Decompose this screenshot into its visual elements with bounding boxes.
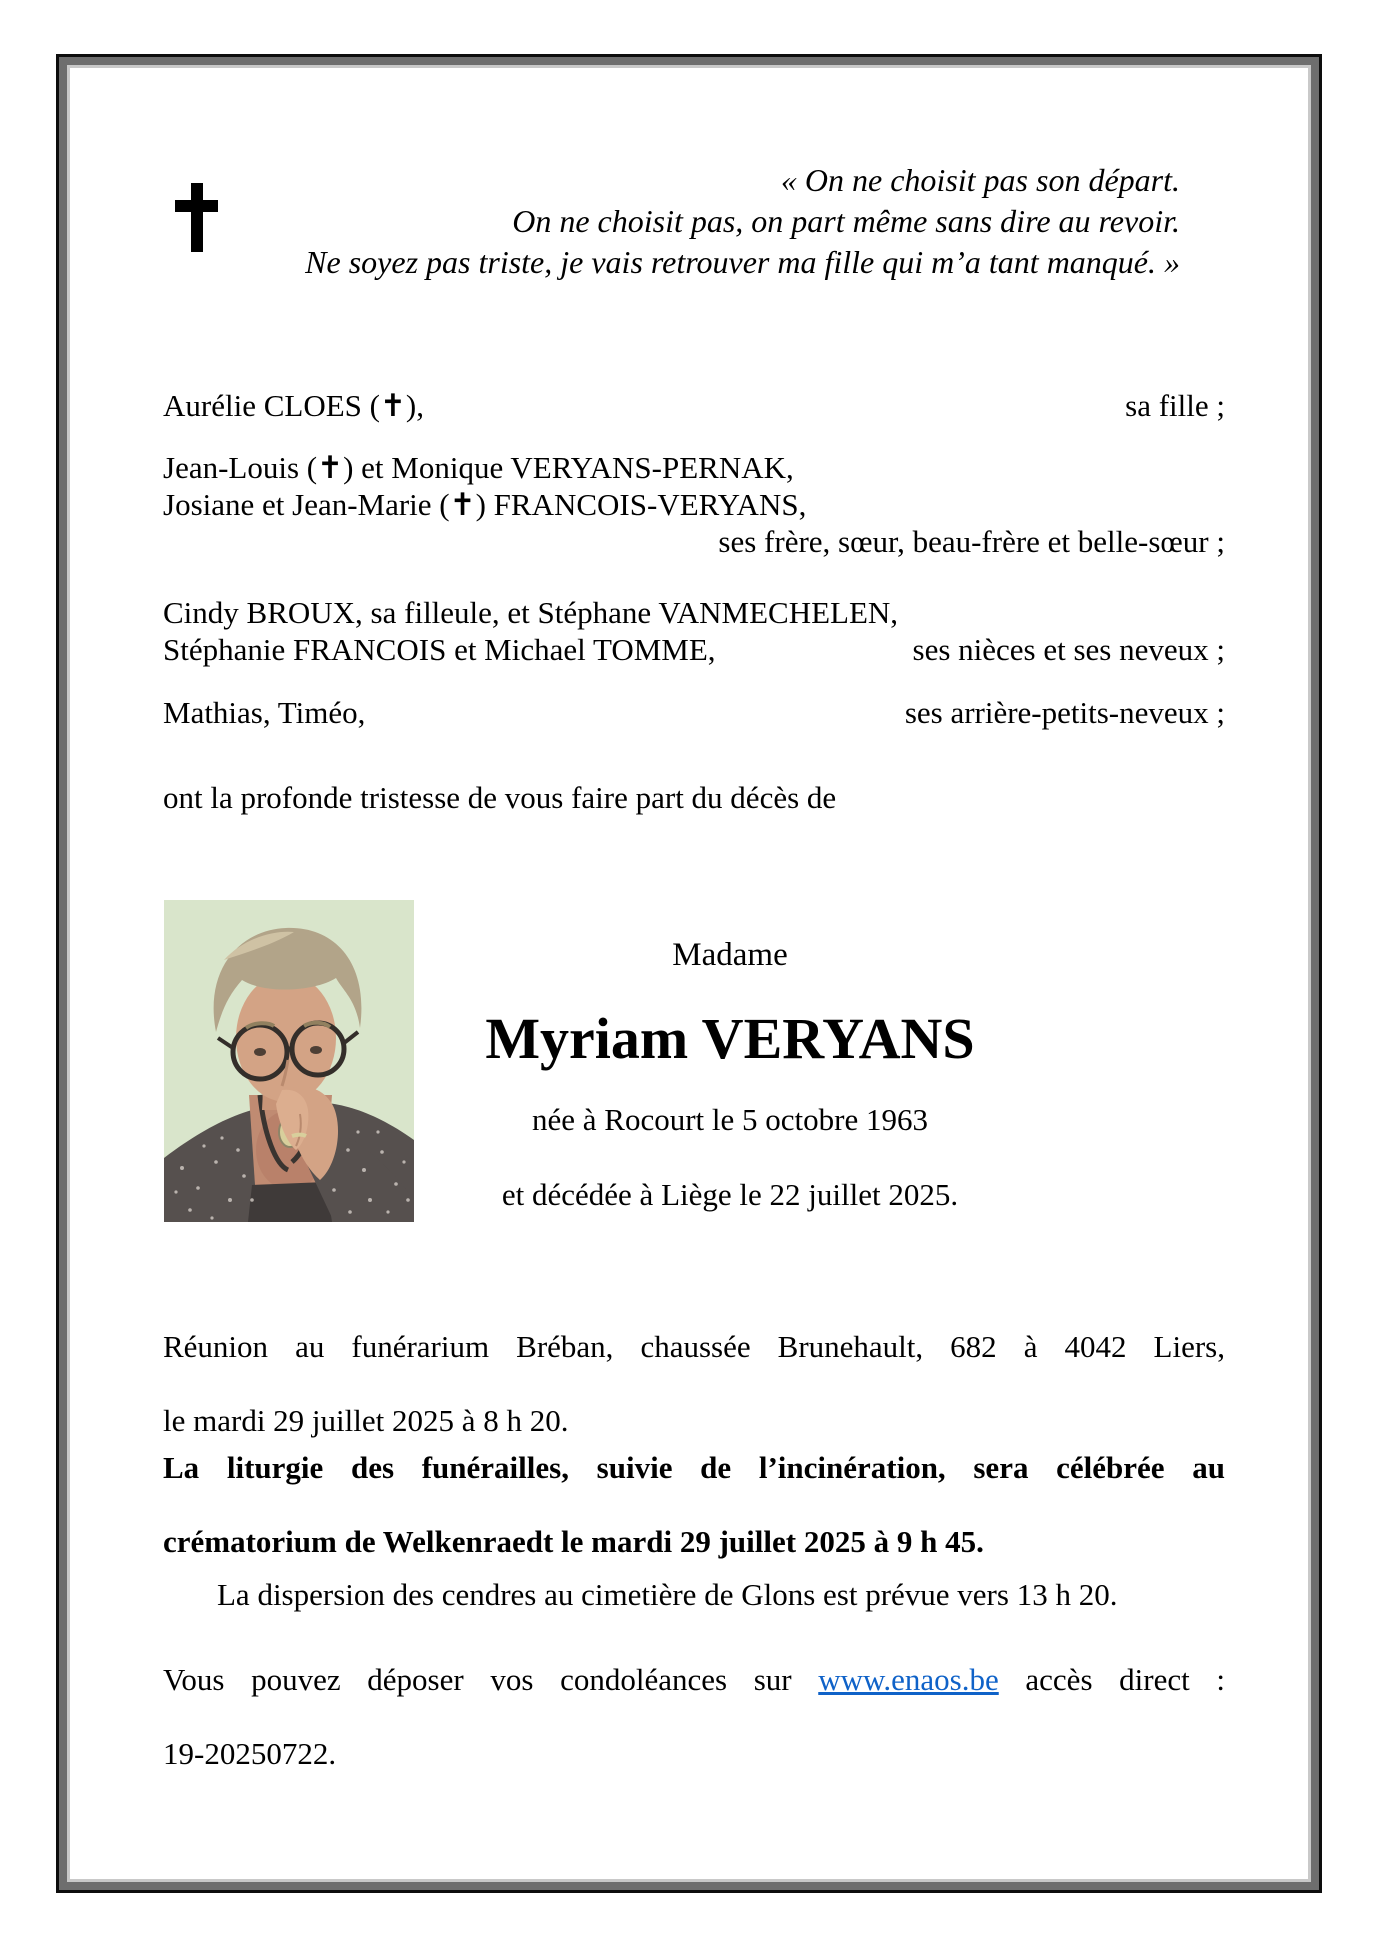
ashes-dispersion-line: La dispersion des cendres au cimetière de Glons est prévue vers 13 h 20.: [217, 1577, 1118, 1612]
reunion-paragraph: [163, 1328, 1225, 1439]
condolences-text-before: Vous pouvez déposer vos condoléances sur: [163, 1662, 792, 1697]
condolences-paragraph: [163, 1661, 1225, 1772]
grandnephews-names: Mathias, Timéo,: [163, 695, 366, 730]
sibling-couple-1: Jean-Louis (✝) et Monique VERYANS-PERNAK,: [163, 450, 794, 485]
enaos-link[interactable]: www.enaos.be: [818, 1662, 999, 1697]
announcement-intro: ont la profonde tristesse de vous faire part du décès de: [163, 780, 837, 815]
liturgy-line-2: crématorium de Welkenraedt le mardi 29 juillet 2025 à 9 h 45.: [163, 1524, 984, 1559]
condolences-line-1: [163, 1661, 1225, 1735]
nieces-names-2: [163, 631, 1225, 668]
nieces-names-1: Cindy BROUX, sa filleule, et Stéphane VANMECHELEN,: [163, 595, 899, 630]
siblings-relation: ses frère, sœur, beau-frère et belle-sœur ;: [718, 524, 1225, 559]
daughter-name: Aurélie CLOES (✝),: [163, 388, 425, 423]
sibling-couple-2: Josiane et Jean-Marie (✝) FRANCOIS-VERYANS,: [163, 487, 807, 522]
quote-line-2: On ne choisit pas, on part même sans dire au revoir.: [512, 203, 1180, 239]
deceased-title: Madame: [672, 937, 788, 973]
reunion-line-2: le mardi 29 juillet 2025 à 8 h 20.: [163, 1403, 569, 1438]
death-line: et décédée à Liège le 22 juillet 2025.: [501, 1177, 959, 1212]
condolences-text-after: accès direct :: [1025, 1662, 1225, 1697]
latin-cross-icon: [175, 183, 218, 252]
nieces-names-2-left: Stéphanie FRANCOIS et Michael TOMME,: [163, 632, 716, 667]
family-block-nieces: [163, 594, 1225, 668]
quote-line-3: Ne soyez pas triste, je vais retrouver ma fille qui m’a tant manqué. »: [305, 244, 1180, 280]
reunion-line-1: Réunion au funérarium Bréban, chaussée Brunehault, 682 à 4042 Liers,: [163, 1329, 1225, 1364]
grandnephews-relation: ses arrière-petits-neveux ;: [904, 695, 1225, 730]
deceased-name: Myriam VERYANS: [485, 1006, 975, 1071]
family-line-daughter: [163, 387, 1225, 424]
liturgy-paragraph: [163, 1449, 1225, 1560]
family-line-grandnephews: [163, 694, 1225, 731]
liturgy-line-1: La liturgie des funérailles, suivie de l’incinération, sera célébrée au: [163, 1450, 1225, 1485]
family-block-siblings: [163, 449, 1225, 560]
quote-line-1: « On ne choisit pas son départ.: [780, 162, 1180, 198]
birth-line: née à Rocourt le 5 octobre 1963: [532, 1102, 928, 1137]
nieces-relation: ses nièces et ses neveux ;: [912, 632, 1225, 667]
daughter-relation: sa fille ;: [1125, 388, 1225, 423]
condolences-access-code: 19-20250722.: [163, 1736, 337, 1771]
opening-quote: [305, 160, 1180, 283]
